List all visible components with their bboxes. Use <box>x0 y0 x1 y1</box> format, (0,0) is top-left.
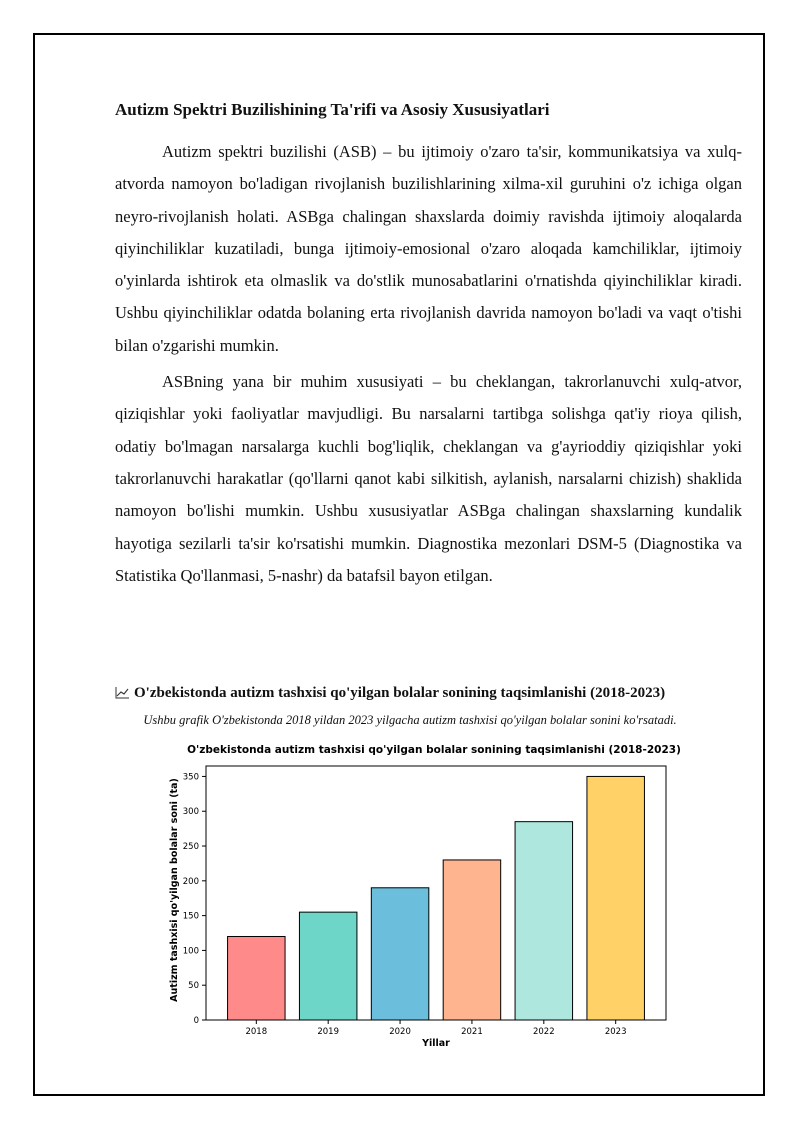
bar-2019 <box>299 912 357 1020</box>
y-tick-label: 300 <box>182 807 199 818</box>
y-tick-label: 150 <box>182 911 199 922</box>
x-tick-label: 2018 <box>245 1027 268 1037</box>
document-body <box>115 98 742 596</box>
x-tick-label: 2023 <box>604 1027 627 1037</box>
x-tick-label: 2022 <box>532 1027 555 1037</box>
y-tick-label: 250 <box>182 842 199 853</box>
bar-2018 <box>228 936 286 1020</box>
bar-chart <box>160 738 720 1058</box>
x-tick-label: 2019 <box>317 1027 340 1037</box>
y-tick-label: 50 <box>188 981 199 992</box>
y-axis-label: Autizm tashxisi qo'yilgan bolalar soni (ta) <box>169 778 180 1002</box>
paragraph-features: ASBning yana bir muhim xususiyati – bu cheklangan, takrorlanuvchi xulq-atvor, qiziqishlar yoki faoliyatlar mavjudligi. Bu narsalarni tartibga solishga qat'iy rioya qilish, odatiy bo'lmagan narsalarga kuchli bog'liqlik, cheklangan va g'ayrioddiy qiziqishlar yoki takrorlanuvchi harakatlar (qo'llarni qanot kabi silkitish, aylanish, narsalarni chizish) shaklida namoyon bo'lishi mumkin. Ushbu xususiyatlar ASBga chalingan shaxslarning kundalik hayotiga sezilarli ta'sir ko'rsatishi mumkin. Diagnostika mezonlari DSM-5 (Diagnostika va Statistika Qo'llanmasi, 5-nashr) da batafsil bayon etilgan. <box>115 372 742 585</box>
y-tick-label: 0 <box>193 1016 199 1026</box>
figure-title <box>115 683 755 705</box>
bar-2022 <box>515 822 573 1020</box>
x-tick-label: 2020 <box>389 1027 411 1037</box>
y-tick-label: 200 <box>182 876 199 887</box>
bar-2021 <box>443 860 501 1020</box>
figure-caption: Ushbu grafik O'zbekistonda 2018 yildan 2023 yilgacha autizm tashxisi qo'yilgan bolalar sonini ko'rsatadi. <box>143 713 677 727</box>
x-axis-ticks <box>245 1020 626 1037</box>
section-heading: Autizm Spektri Buzilishining Ta'rifi va Asosiy Xususiyatlari <box>115 100 550 119</box>
x-axis-label: Yillar <box>422 1038 450 1049</box>
bar-2020 <box>371 888 429 1020</box>
x-tick-label: 2021 <box>461 1027 483 1037</box>
paragraph-definition: Autizm spektri buzilishi (ASB) – bu ijtimoiy o'zaro ta'sir, kommunikatsiya va xulq-atvorda namoyon bo'ladigan rivojlanish buzilishlarining xilma-xil guruhini o'z ichiga olgan neyro-rivojlanish holati. ASBga chalingan shaxslarda doimiy ravishda ijtimoiy aloqalarda qiyinchiliklar kuzatiladi, bunga ijtimoiy-emosional o'zaro aloqada kamchiliklar, ijtimoiy o'yinlarda ishtirok eta olmaslik va do'stlik munosabatlarini o'rnatishda qiyinchiliklar kiradi. Ushbu qiyinchiliklar odatda bolaning erta rivojlanish davrida namoyon bo'ladi va vaqt o'tishi bilan o'zgarishi mumkin. <box>115 142 742 355</box>
chart-title: O'zbekistonda autizm tashxisi qo'yilgan bolalar sonining taqsimlanishi (2018-2023) <box>187 744 681 756</box>
figure-title-text: O'zbekistonda autizm tashxisi qo'yilgan bolalar sonining taqsimlanishi (2018-2023) <box>134 685 666 701</box>
y-axis-ticks <box>183 772 206 1026</box>
y-tick-label: 350 <box>182 772 199 783</box>
y-tick-label: 100 <box>182 946 199 957</box>
chart-line-icon <box>115 685 132 705</box>
bars-group <box>228 776 645 1020</box>
bar-2023 <box>587 776 645 1020</box>
